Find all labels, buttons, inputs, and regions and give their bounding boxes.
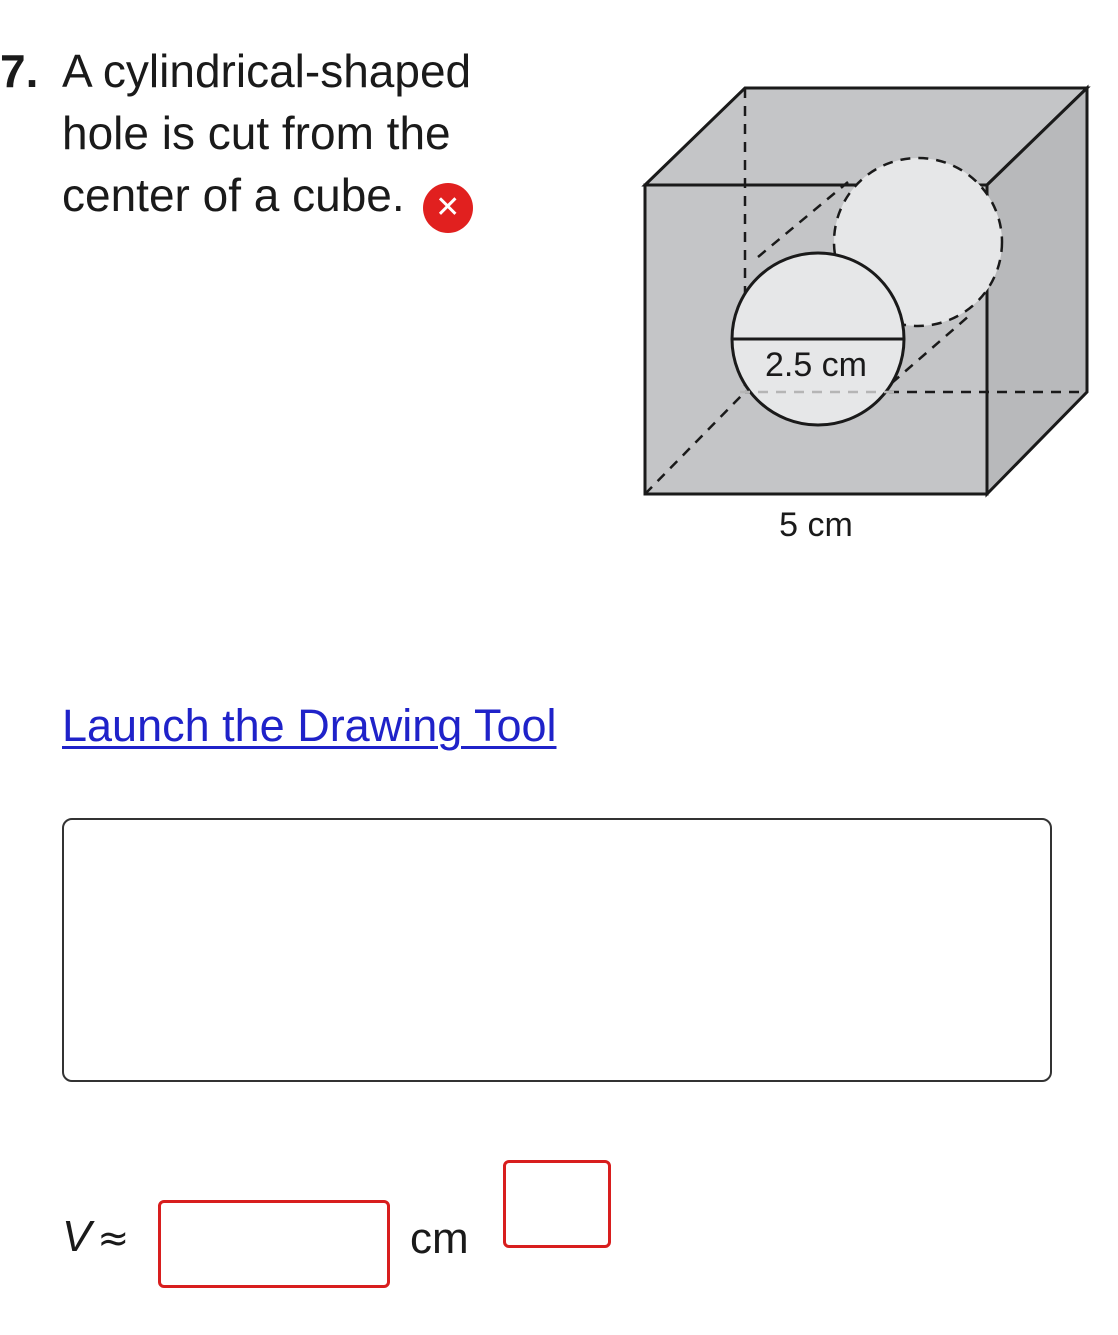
- approx-symbol: ≈: [97, 1216, 130, 1260]
- volume-label: [62, 1212, 129, 1263]
- question-number: 7.: [0, 45, 39, 97]
- launch-drawing-tool-link[interactable]: Launch the Drawing Tool: [62, 700, 557, 751]
- cube-figure: [600, 70, 1110, 560]
- side-length-label: 5 cm: [779, 506, 853, 544]
- diameter-label: 2.5 cm: [764, 346, 868, 384]
- question-line-3: [62, 164, 582, 233]
- cube-diagram: [600, 70, 1110, 560]
- incorrect-x-icon: ✕: [423, 183, 473, 233]
- question-line-1: A cylindrical-shaped: [62, 45, 472, 97]
- unit-exponent-input[interactable]: [503, 1160, 611, 1248]
- volume-variable: V: [62, 1212, 92, 1261]
- question-text: [62, 40, 582, 233]
- question-line-2: hole is cut from the: [62, 107, 451, 159]
- drawing-response-area[interactable]: [62, 818, 1052, 1082]
- question-line-3-text: center of a cube.: [62, 169, 405, 221]
- volume-value-input[interactable]: [158, 1200, 390, 1288]
- unit-label: cm: [410, 1214, 469, 1263]
